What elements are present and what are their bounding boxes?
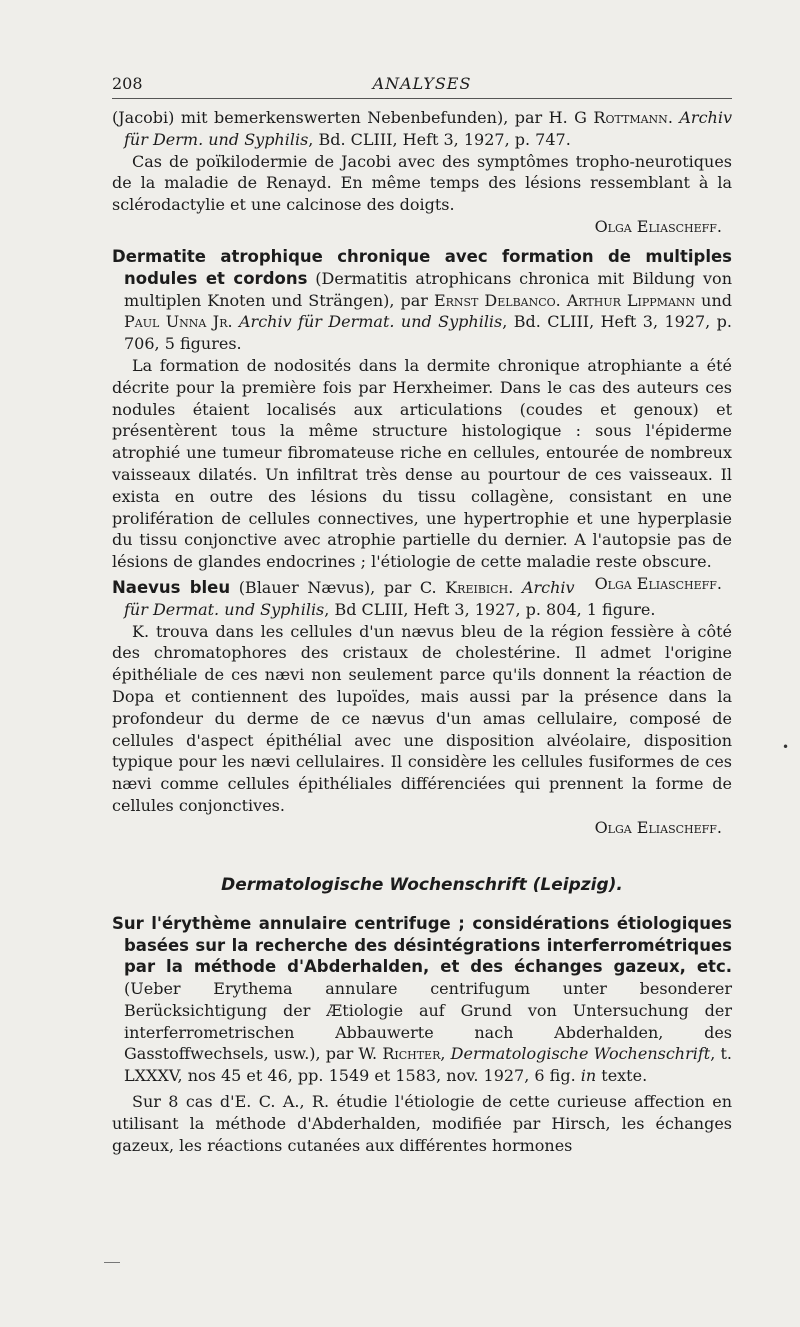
article-body: Sur 8 cas d'E. C. A., R. étudie l'étiologie de cette curieuse affection en utilisant la méthode d'Abderhalden, modifiée par Hirsch, les échanges gazeux, les réactions cutanées aux différentes hormones (112, 1092, 732, 1155)
article-citation: Naevus bleu (Blauer Nævus), par C. Kreibich. Archiv für Dermat. und Syphilis, Bd CLIII, Heft 3, 1927, p. 804, 1 figure. (112, 577, 656, 619)
page (112, 64, 732, 1156)
article-naevus-bleu (112, 577, 732, 839)
article-signature: Olga Eliascheff. (594, 573, 722, 593)
article-erytheme-annulaire (112, 913, 732, 1157)
running-title: ANALYSES (372, 74, 472, 93)
journal-heading: Dermatologische Wochenschrift (Leipzig). (221, 874, 623, 895)
article-poikilodermie (112, 107, 732, 238)
page-number: 208 (112, 74, 143, 93)
article-signature: Olga Eliascheff. (594, 817, 722, 837)
article-citation: Dermatite atrophique chronique avec formation de multiples nodules et cordons (Dermatitis atrophicans chronica mit Bildung von multiplen Knoten und Strängen), par Ernst Delbanco. Arthur Lippmann und Paul Unna Jr. Archiv für Dermat. und Syphilis, Bd. CLIII, Heft 3, 1927, p. 706, 5 figures. (112, 246, 733, 354)
running-head (112, 64, 732, 94)
article-title: Naevus bleu (112, 577, 231, 597)
article-signature: Olga Eliascheff. (594, 216, 722, 236)
article-citation: (Jacobi) mit bemerkenswerten Nebenbefunden), par H. G Rottmann. Archiv für Derm. und Syphilis, Bd. CLIII, Heft 3, 1927, p. 747. (112, 108, 732, 149)
margin-bullet: • (782, 740, 790, 754)
margin-mark (104, 1262, 120, 1263)
article-title: Sur l'érythème annulaire centrifuge ; considérations étiologiques basées sur la recherche des désintégrations interferrométriques par la méthode d'Abderhalden, et des échanges gazeux, etc. (112, 913, 732, 977)
article-body: K. trouva dans les cellules d'un nævus bleu de la région fessière à côté des chromatophores des cristaux de cholestérine. Il admet l'origine épithéliale de ces nævi non seulement parce qu'ils donnent la réaction de Dopa et contiennent des lupoïdes, mais aussi par la présence dans la profondeur du derme de ce nævus d'un amas cellulaire, composé de cellules d'aspect épithélial avec une disposition alvéolaire, disposition typique pour les nævi cellulaires. Il considère les cellules fusiformes de ces nævi comme cellules épithéliales différenciées qui prennent la forme de cellules conjonctives. (112, 621, 732, 815)
article-citation: Sur l'érythème annulaire centrifuge ; considérations étiologiques basées sur la recherche des désintégrations interferrométriques par la méthode d'Abderhalden, et des échanges gazeux, etc. (Ueber Erythema annulare centrifugum unter besonderer Berücksichtigung der Ætiologie auf Grund von Untersuchung der interferrometrischen Abbauwerte nach Abderhalden, des Gasstoffwechsels, usw.), par W. Richter, Dermatologische Wochenschrift, t. LXXXV, nos 45 et 46, pp. 1549 et 1583, nov. 1927, 6 fig. in texte. (112, 913, 732, 1086)
article-body: Cas de poïkilodermie de Jacobi avec des symptômes tropho-neurotiques de la maladie de Renayd. En même temps des lésions ressemblant à la sclérodactylie et une calcinose des doigts. (112, 151, 732, 215)
header-rule (112, 98, 732, 99)
article-body: La formation de nodosités dans la dermite chronique atrophiante a été décrite pour la première fois par Herxheimer. Dans le cas des auteurs ces nodules étaient localisés aux articulations (coudes et genoux) et présentèrent tous la même structure histologique : sous l'épiderme atrophié une tumeur fibromateuse riche en cellules, entourée de nombreux vaisseaux dilatés. Un infiltrat très dense au pourtour de ces vaisseaux. Il exista en outre des lésions du tissu collagène, consistant en une prolifération de cellules connectives, une hypertrophie et une hyperplasie du tissu conjonctive avec atrophie partielle du dernier. A l'autopsie pas de lésions de glandes endocrines ; l'étiologie de cette maladie reste obscure. Olga Eliascheff. (112, 355, 732, 593)
article-title: Dermatite atrophique chronique avec formation de multiples nodules et cordons (112, 246, 732, 288)
